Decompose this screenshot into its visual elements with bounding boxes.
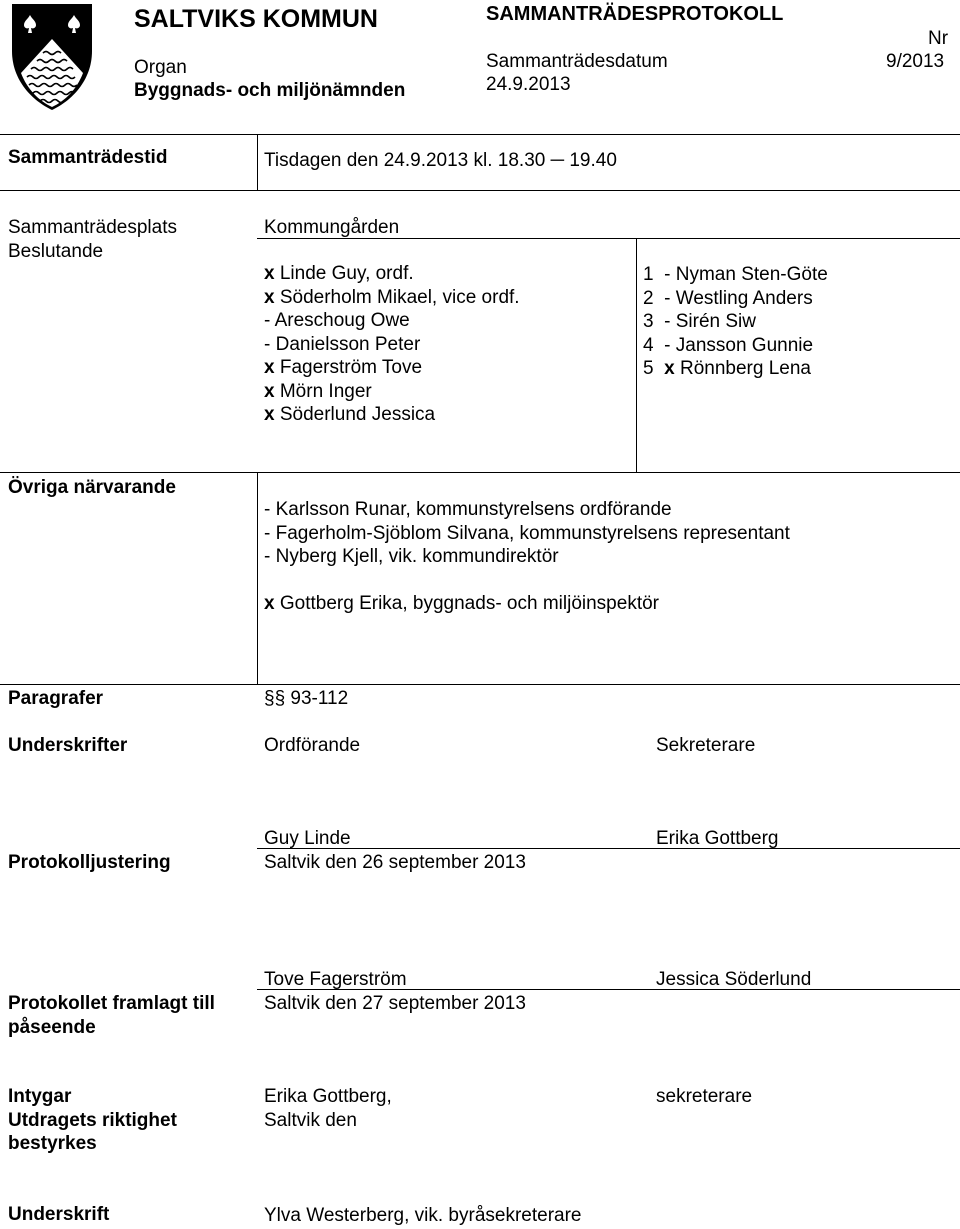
deputy-name: Rönnberg Lena: [680, 358, 811, 379]
paragraph-range: 93-112: [290, 688, 349, 709]
divider-others: [0, 684, 960, 685]
display-place-date: Saltvik den 27 september 2013: [264, 993, 526, 1014]
municipal-coat-of-arms: [11, 3, 93, 111]
member-row: [264, 380, 520, 404]
extract-label-line: Utdragets riktighet: [8, 1110, 177, 1131]
member-name: Areschoug Owe: [274, 310, 410, 331]
deputy-number: 5: [643, 358, 654, 379]
extract-label-line: bestyrkes: [8, 1133, 97, 1154]
certificate-label: Intygar: [8, 1086, 72, 1107]
divider-time: [0, 190, 960, 191]
meeting-date-label: Sammanträdesdatum: [486, 51, 668, 72]
divider-deputies-column: [636, 238, 637, 473]
number-label: Nr: [928, 28, 949, 49]
member-row: [264, 403, 520, 427]
members-list: [264, 262, 520, 427]
deciding-label: Beslutande: [8, 241, 104, 262]
attendance-mark: x: [264, 263, 275, 284]
member-name: Söderlund Jessica: [279, 404, 436, 425]
member-name: Söderholm Mikael, vice ordf.: [279, 286, 520, 308]
adjuster-name-1: Tove Fagerström: [264, 969, 407, 990]
attendance-mark: -: [664, 311, 671, 332]
deputies-list: [643, 263, 828, 381]
divider-time-column: [257, 134, 258, 191]
member-row: [264, 333, 520, 357]
paragraphs-value: [264, 687, 348, 710]
display-label-line: påseende: [8, 1017, 96, 1038]
member-row: [264, 286, 520, 310]
organ-value: Byggnads- och miljönämnden: [134, 80, 406, 101]
meeting-date-value: 24.9.2013: [486, 74, 571, 95]
others-present-list: [264, 498, 790, 569]
secretary-label: Sekreterare: [656, 735, 756, 756]
deputy-name: Westling Anders: [675, 287, 813, 309]
divider-signatures: [257, 848, 960, 849]
member-row: [264, 262, 520, 286]
member-row: [264, 356, 520, 380]
member-row: [264, 309, 520, 333]
certificate-place: Saltvik den: [264, 1110, 357, 1131]
divider-top: [0, 134, 960, 135]
deputy-name: Sirén Siw: [675, 311, 756, 332]
attendance-mark: -: [664, 264, 671, 285]
organ-label: Organ: [134, 57, 187, 78]
deputy-row: [643, 357, 828, 381]
divider-deciding: [0, 472, 960, 473]
municipality-name: SALTVIKS KOMMUN: [134, 5, 378, 33]
attendance-mark: x: [664, 358, 675, 379]
deputy-number: 3: [643, 311, 654, 332]
secretary-name: Erika Gottberg: [656, 828, 779, 849]
meeting-time-label: Sammanträdestid: [8, 147, 168, 168]
others-present-label: Övriga närvarande: [8, 477, 176, 498]
paragraphs-label: Paragrafer: [8, 688, 104, 709]
others-extra-row: [264, 592, 659, 615]
attendance-mark: -: [664, 334, 671, 356]
display-label-line: Protokollet framlagt till: [8, 993, 215, 1014]
meeting-place-label: Sammanträdesplats: [8, 217, 177, 238]
divider-others-column: [257, 472, 258, 684]
chair-label: Ordförande: [264, 735, 361, 756]
attendance-mark: -: [264, 310, 271, 331]
signatures-label: Underskrifter: [8, 735, 128, 756]
adjuster-name-2: Jessica Söderlund: [656, 969, 812, 990]
attendance-mark: x: [264, 357, 275, 378]
certificate-role: sekreterare: [656, 1086, 753, 1107]
adjustment-place-date: Saltvik den 26 september 2013: [264, 852, 526, 873]
member-name: Mörn Inger: [279, 380, 372, 402]
coat-of-arms-icon: [11, 3, 93, 111]
attendance-mark: x: [264, 380, 275, 402]
section-sign-icon: §§: [264, 688, 286, 709]
member-name: Danielsson Peter: [275, 333, 421, 355]
member-name: Linde Guy, ordf.: [279, 263, 414, 284]
signature-label: Underskrift: [8, 1204, 110, 1225]
attendance-mark: x: [264, 593, 275, 614]
others-row: - Fagerholm-Sjöblom Silvana, kommunstyrelsens representant: [264, 522, 790, 544]
meeting-place-value: Kommungården: [264, 217, 400, 238]
number-value: 9/2013: [886, 51, 945, 72]
chair-name: Guy Linde: [264, 828, 351, 849]
deputy-number: 4: [643, 334, 654, 356]
deputy-row: [643, 310, 828, 334]
deputy-name: Jansson Gunnie: [675, 334, 814, 356]
deputy-name: Nyman Sten-Göte: [675, 264, 828, 285]
signature-name: Ylva Westerberg, vik. byråsekreterare: [264, 1205, 582, 1226]
member-name: Fagerström Tove: [279, 357, 423, 378]
certificate-name: Erika Gottberg,: [264, 1086, 392, 1107]
deputy-number: 2: [643, 287, 654, 309]
others-extra-name: Gottberg Erika, byggnads- och miljöinspektör: [279, 593, 659, 614]
extract-label: [8, 1109, 177, 1155]
attendance-mark: x: [264, 404, 275, 425]
attendance-mark: -: [264, 333, 271, 355]
attendance-mark: x: [264, 286, 275, 308]
others-row: - Nyberg Kjell, vik. kommundirektör: [264, 546, 559, 567]
adjustment-label: Protokolljustering: [8, 852, 171, 873]
document-type: SAMMANTRÄDESPROTOKOLL: [486, 3, 784, 25]
deputy-row: [643, 334, 828, 358]
deputy-row: [643, 287, 828, 311]
deputy-number: 1: [643, 264, 654, 285]
others-row: - Karlsson Runar, kommunstyrelsens ordförande: [264, 499, 672, 520]
attendance-mark: -: [664, 287, 671, 309]
meeting-time-value: Tisdagen den 24.9.2013 kl. 18.30 ─ 19.40: [264, 150, 617, 171]
display-label: [8, 992, 215, 1040]
deputy-row: [643, 263, 828, 287]
